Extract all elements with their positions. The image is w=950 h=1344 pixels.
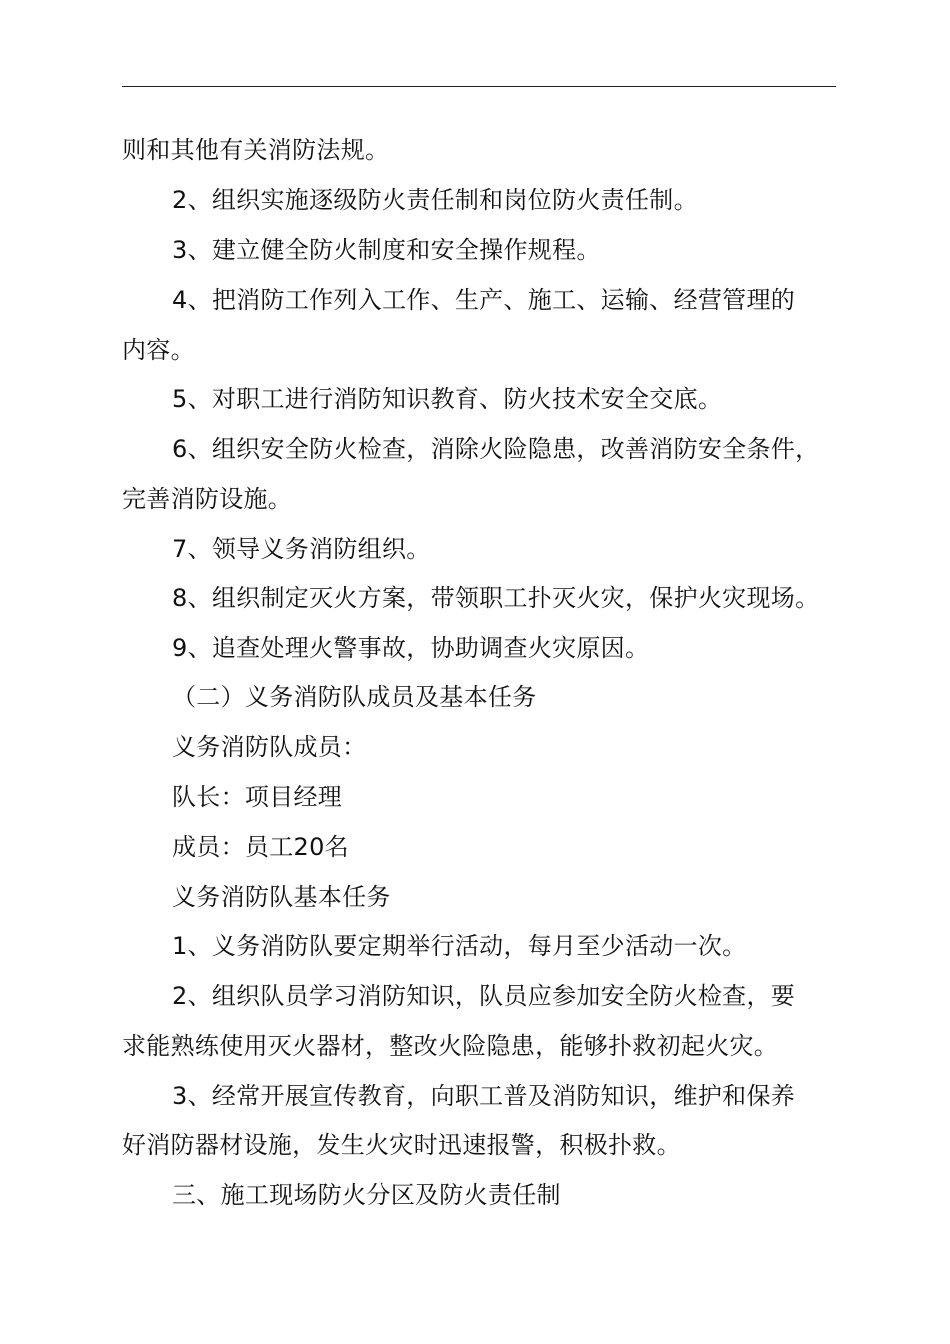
text-line: 8、组织制定灭火方案，带领职工扑灭火灾，保护火灾现场。: [172, 584, 820, 612]
text-line: 3、建立健全防火制度和安全操作规程。: [172, 236, 601, 264]
text-line: 6、组织安全防火检查，消除火险隐患，改善消防安全条件，: [172, 435, 820, 463]
text-line: 2、组织队员学习消防知识，队员应参加安全防火检查，要: [172, 982, 796, 1010]
text-line: 1、义务消防队要定期举行活动，每月至少活动一次。: [172, 932, 747, 960]
text-line: 完善消防设施。: [122, 485, 293, 513]
text-line: 2、组织实施逐级防火责任制和岗位防火责任制。: [172, 186, 698, 214]
text-line: 内容。: [122, 336, 195, 364]
section-heading: 三、施工现场防火分区及防火责任制: [172, 1181, 561, 1209]
text-line: 义务消防队基本任务: [172, 883, 391, 911]
text-line: 求能熟练使用灭火器材，整改火险隐患，能够扑救初起火灾。: [122, 1032, 779, 1060]
header-rule: [122, 86, 836, 87]
text-line: 好消防器材设施，发生火灾时迅速报警，积极扑救。: [122, 1131, 681, 1159]
text-line: 队长：项目经理: [172, 783, 343, 811]
text-line: 5、对职工进行消防知识教育、防火技术安全交底。: [172, 385, 723, 413]
section-heading: （二）义务消防队成员及基本任务: [172, 683, 537, 711]
text-line: 3、经常开展宣传教育，向职工普及消防知识，维护和保养: [172, 1082, 796, 1110]
text-line: 则和其他有关消防法规。: [122, 136, 390, 164]
text-line: 4、把消防工作列入工作、生产、施工、运输、经营管理的: [172, 286, 796, 314]
text-line: 义务消防队成员：: [172, 733, 367, 761]
text-line: 9、追查处理火警事故，协助调查火灾原因。: [172, 634, 650, 662]
text-line: 7、领导义务消防组织。: [172, 535, 431, 563]
text-line: 成员：员工20名: [172, 833, 349, 861]
